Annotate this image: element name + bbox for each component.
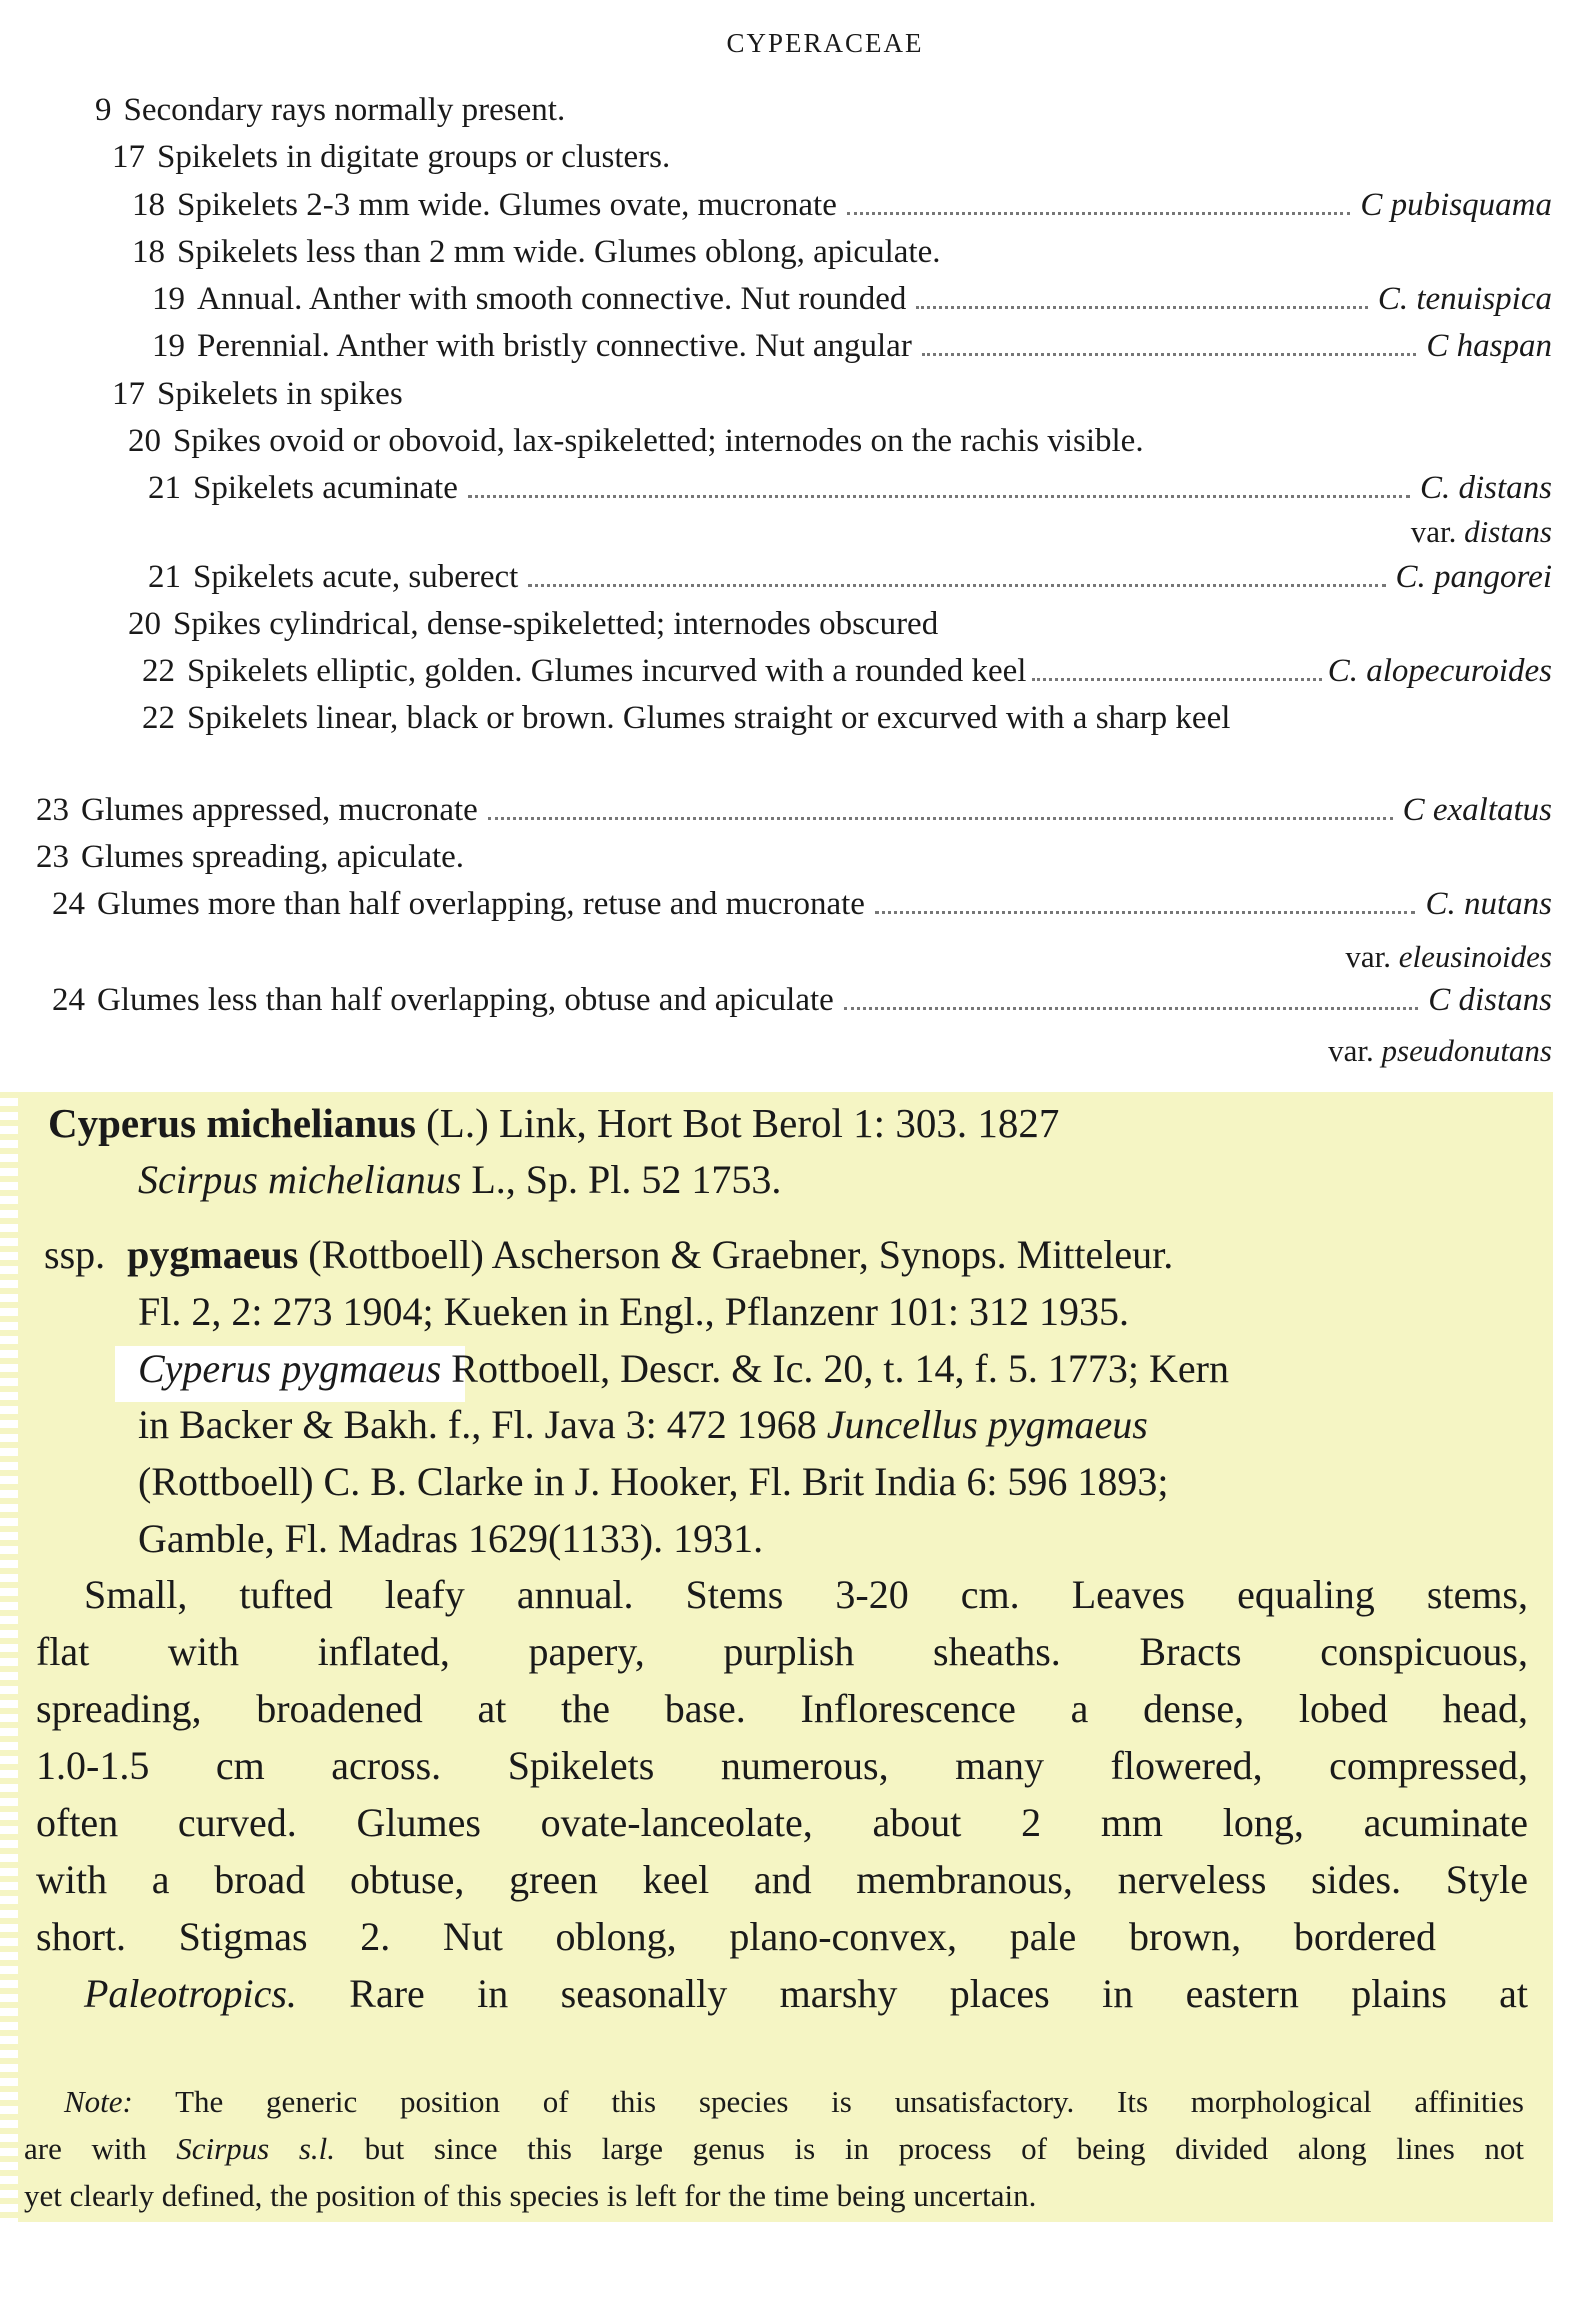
key-number: 21 [148, 559, 181, 595]
key-number: 19 [152, 281, 185, 317]
reference-line: (Rottboell) C. B. Clarke in J. Hooker, Fl. Brit India 6: 596 1893; [138, 1459, 1169, 1504]
key-couplet-22b [142, 698, 1552, 738]
key-couplet-17b [112, 374, 1552, 414]
key-number: 17 [112, 376, 145, 412]
note-line: are with Scirpus s.l. but since this large genus is in process of being divided along lines not [24, 2131, 1524, 2166]
species-authority: (L.) Link, Hort Bot Berol 1: 303. 1827 [415, 1100, 1060, 1146]
key-text: Spikelets less than 2 mm wide. Glumes oblong, apiculate. [177, 234, 941, 270]
key-number: 23 [36, 792, 69, 828]
note-line: Note: The generic position of this species is unsatisfactory. Its morphological affinities [64, 2084, 1524, 2119]
key-text: Spikelets 2-3 mm wide. Glumes ovate, mucronate [177, 187, 837, 223]
key-variety: var. pseudonutans [1328, 1033, 1552, 1068]
key-text: Glumes appressed, mucronate [81, 792, 478, 828]
key-couplet-20b [128, 604, 1552, 644]
key-couplet-21a [148, 468, 1552, 508]
distribution-label: Paleotropics. [84, 1971, 297, 2016]
key-text: Spikelets acute, suberect [193, 559, 519, 595]
reference-line: Fl. 2, 2: 273 1904; Kueken in Engl., Pflanzenr 101: 312 1935. [138, 1289, 1130, 1334]
species-synonym: Scirpus michelianus L., Sp. Pl. 52 1753. [138, 1157, 782, 1202]
distribution-line: Paleotropics. Rare in seasonally marshy places in eastern plains at [84, 1971, 1528, 2016]
description-line: often curved. Glumes ovate-lanceolate, about 2 mm long, acuminate [36, 1800, 1528, 1845]
key-couplet-23b [36, 837, 1552, 877]
running-head: CYPERACEAE [726, 28, 924, 58]
ssp-label: ssp. [44, 1232, 106, 1277]
description-line: flat with inflated, papery, purplish sheaths. Bracts conspicuous, [36, 1629, 1528, 1674]
key-text: Annual. Anther with smooth connective. Nut rounded [197, 281, 907, 317]
leader-dots [875, 911, 1416, 914]
description-line: with a broad obtuse, green keel and membranous, nerveless sides. Style [36, 1857, 1528, 1902]
key-text: Spikes cylindrical, dense-spikeletted; internodes obscured [173, 606, 939, 642]
reference-line: Cyperus pygmaeus Rottboell, Descr. & Ic. 20, t. 14, f. 5. 1773; Kern [138, 1346, 1229, 1391]
key-number: 20 [128, 606, 161, 642]
key-couplet-20a [128, 421, 1552, 461]
key-number: 24 [52, 982, 85, 1018]
key-number: 18 [132, 187, 165, 223]
key-taxon: C. tenuispica [1377, 281, 1552, 317]
key-variety: var. distans [1410, 514, 1552, 549]
key-number: 22 [142, 653, 175, 689]
key-number: 17 [112, 139, 145, 175]
key-couplet-21b [148, 557, 1552, 597]
species-name: Cyperus michelianus [48, 1100, 416, 1146]
key-couplet-19a [152, 279, 1552, 319]
key-couplet-23a [36, 790, 1552, 830]
key-text: Spikelets linear, black or brown. Glumes straight or excurved with a sharp keel [187, 700, 1231, 736]
highlight-edge [0, 1092, 18, 2222]
key-number: 9 [95, 92, 112, 128]
leader-dots [528, 584, 1385, 587]
key-couplet-24a [52, 884, 1552, 924]
key-number: 24 [52, 886, 85, 922]
key-text: Spikes ovoid or obovoid, lax-spikeletted; internodes on the rachis visible. [173, 423, 1144, 459]
leader-dots [488, 817, 1393, 820]
key-couplet-19b [152, 326, 1552, 366]
key-taxon: C. nutans [1425, 886, 1552, 922]
key-taxon: C. pangorei [1395, 559, 1552, 595]
key-taxon: C distans [1428, 982, 1552, 1018]
key-variety: var. eleusinoides [1345, 939, 1552, 974]
key-text: Spikelets in spikes [157, 376, 403, 412]
key-couplet-18b [132, 232, 1552, 272]
key-text: Glumes more than half overlapping, retuse and mucronate [97, 886, 865, 922]
species-heading [48, 1098, 1059, 1148]
key-number: 21 [148, 470, 181, 506]
key-text: Glumes less than half overlapping, obtuse and apiculate [97, 982, 834, 1018]
key-couplet-22a [142, 651, 1552, 691]
description-line: 1.0-1.5 cm across. Spikelets numerous, many flowered, compressed, [36, 1743, 1528, 1788]
key-taxon: C haspan [1426, 328, 1552, 364]
key-number: 22 [142, 700, 175, 736]
key-text: Perennial. Anther with bristly connective. Nut angular [197, 328, 912, 364]
key-text: Spikelets in digitate groups or clusters. [157, 139, 671, 175]
key-couplet-18a [132, 185, 1552, 225]
reference-line: in Backer & Bakh. f., Fl. Java 3: 472 1968 Juncellus pygmaeus [138, 1402, 1148, 1447]
leader-dots [847, 212, 1351, 215]
ssp-name: pygmaeus [127, 1232, 299, 1277]
key-taxon: C. alopecuroides [1327, 653, 1552, 689]
leader-dots [922, 353, 1417, 356]
leader-dots [1032, 678, 1321, 681]
key-text: Glumes spreading, apiculate. [81, 839, 465, 875]
note-line: yet clearly defined, the position of this species is left for the time being uncertain. [24, 2178, 1037, 2213]
key-taxon: C pubisquama [1360, 187, 1552, 223]
note-label: Note: [64, 2084, 133, 2119]
key-text: Spikelets acuminate [193, 470, 458, 506]
description-line: Small, tufted leafy annual. Stems 3-20 cm. Leaves equaling stems, [84, 1572, 1528, 1617]
key-number: 19 [152, 328, 185, 364]
leader-dots [468, 495, 1410, 498]
subspecies-heading: ssp. pygmaeus (Rottboell) Ascherson & Graebner, Synops. Mitteleur. [44, 1232, 1174, 1277]
key-couplet-24b [52, 980, 1552, 1020]
key-text: Spikelets elliptic, golden. Glumes incurved with a rounded keel [187, 653, 1027, 689]
reference-line: Gamble, Fl. Madras 1629(1133). 1931. [138, 1516, 764, 1561]
key-number: 18 [132, 234, 165, 270]
key-taxon: C exaltatus [1402, 792, 1552, 828]
key-taxon: C. distans [1419, 470, 1552, 506]
leader-dots [844, 1007, 1418, 1010]
leader-dots [916, 306, 1367, 309]
key-number: 20 [128, 423, 161, 459]
key-couplet-9 [95, 90, 1552, 130]
description-line: short. Stigmas 2. Nut oblong, plano-convex, pale brown, bordered [36, 1914, 1436, 1959]
key-couplet-17a [112, 137, 1552, 177]
key-number: 23 [36, 839, 69, 875]
key-text: Secondary rays normally present. [123, 92, 566, 128]
description-line: spreading, broadened at the base. Inflorescence a dense, lobed head, [36, 1686, 1528, 1731]
